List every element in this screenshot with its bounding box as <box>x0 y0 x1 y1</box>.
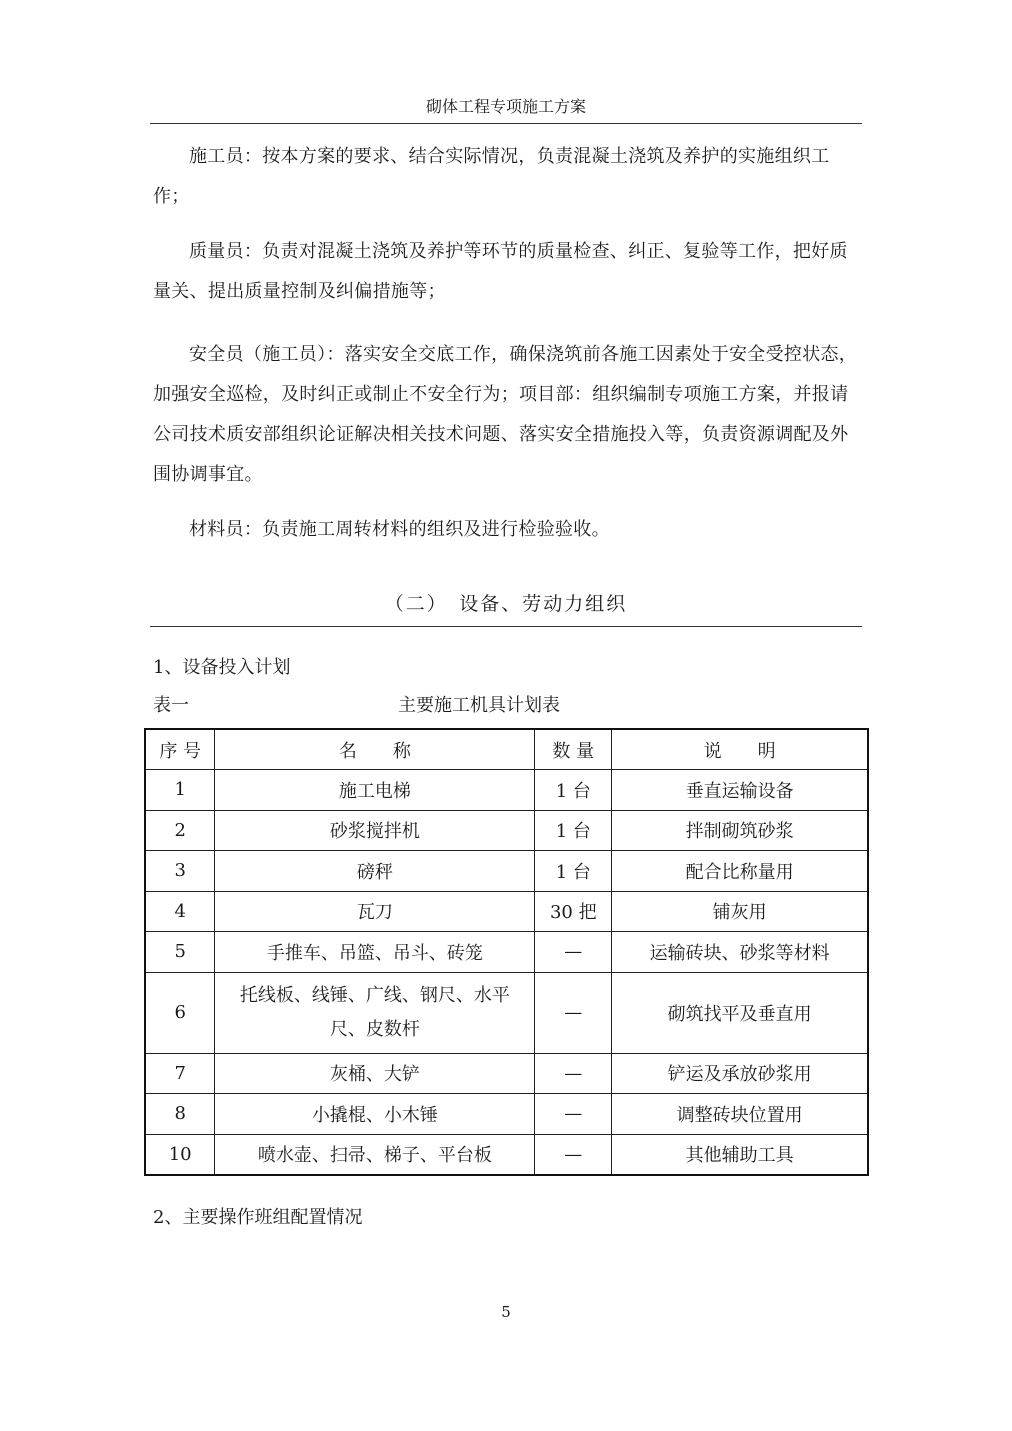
cell-no: 10 <box>145 1134 215 1175</box>
cell-name: 手推车、吊篮、吊斗、砖笼 <box>215 932 535 973</box>
page-number: 5 <box>501 1303 511 1321</box>
cell-desc: 砌筑找平及垂直用 <box>612 972 868 1053</box>
cell-name: 施工电梯 <box>215 770 535 811</box>
paragraph-quality-staff: 质量员：负责对混凝土浇筑及养护等环节的质量检查、纠正、复验等工作，把好质量关、提出质量控制及纠偏措施等； <box>153 241 848 302</box>
cell-no: 5 <box>145 932 215 973</box>
paragraph-construction-staff: 施工员：按本方案的要求、结合实际情况，负责混凝土浇筑及养护的实施组织工作； <box>153 146 830 207</box>
cell-name: 瓦刀 <box>215 891 535 932</box>
table-row <box>145 891 868 932</box>
cell-no: 1 <box>145 770 215 811</box>
section-rule <box>150 626 862 627</box>
paragraph-safety-staff: 安全员（施工员）：落实安全交底工作，确保浇筑前各施工因素处于安全受控状态，加强安全巡检，及时纠正或制止不安全行为；项目部：组织编制专项施工方案，并报请公司技术质安部组织论证解决相关技术问题、落实安全措施投入等，负责资源调配及外围协调事宜。 <box>153 344 858 485</box>
cell-name-line: 托线板、线锤、广线、钢尺、水平 <box>239 984 510 1006</box>
header-qty: 数 量 <box>535 729 612 770</box>
table-caption: 主要施工机具计划表 <box>398 695 560 716</box>
header-desc: 说 明 <box>612 729 868 770</box>
table-label: 表一 <box>153 695 189 716</box>
cell-desc: 配合比称量用 <box>612 851 868 892</box>
subheading-team-configuration: 2、主要操作班组配置情况 <box>153 1207 363 1228</box>
header-no: 序 号 <box>145 729 215 770</box>
cell-qty: — <box>535 972 612 1053</box>
cell-qty: — <box>535 1094 612 1135</box>
table-row <box>145 810 868 851</box>
table-row <box>145 1134 868 1175</box>
cell-desc: 其他辅助工具 <box>612 1134 868 1175</box>
cell-no: 2 <box>145 810 215 851</box>
cell-desc: 拌制砌筑砂浆 <box>612 810 868 851</box>
page-header-title: 砌体工程专项施工方案 <box>425 97 586 116</box>
header-name: 名 称 <box>215 729 535 770</box>
table-row <box>145 770 868 811</box>
cell-no: 4 <box>145 891 215 932</box>
cell-qty: — <box>535 1134 612 1175</box>
table-header-row <box>145 729 868 770</box>
cell-qty: 1 台 <box>535 851 612 892</box>
cell-desc: 运输砖块、砂浆等材料 <box>612 932 868 973</box>
cell-no: 8 <box>145 1094 215 1135</box>
table-row <box>145 851 868 892</box>
cell-name: 磅秤 <box>215 851 535 892</box>
cell-no: 6 <box>145 972 215 1053</box>
cell-name <box>215 972 535 1053</box>
cell-no: 7 <box>145 1053 215 1094</box>
cell-name: 砂浆搅拌机 <box>215 810 535 851</box>
cell-name: 小撬棍、小木锤 <box>215 1094 535 1135</box>
subheading-equipment-plan: 1、设备投入计划 <box>153 657 291 678</box>
section-title: （二） 设备、劳动力组织 <box>384 593 628 615</box>
table-row <box>145 1053 868 1094</box>
paragraph-materials-staff: 材料员：负责施工周转材料的组织及进行检验验收。 <box>189 519 610 540</box>
cell-desc: 铺灰用 <box>612 891 868 932</box>
cell-desc: 调整砖块位置用 <box>612 1094 868 1135</box>
cell-desc: 垂直运输设备 <box>612 770 868 811</box>
cell-no: 3 <box>145 851 215 892</box>
table-row <box>145 932 868 973</box>
cell-qty: — <box>535 932 612 973</box>
cell-desc: 铲运及承放砂浆用 <box>612 1053 868 1094</box>
table-row <box>145 1094 868 1135</box>
table-row <box>145 972 868 1053</box>
cell-name-line: 尺、皮数杆 <box>329 1018 420 1040</box>
cell-name: 灰桶、大铲 <box>215 1053 535 1094</box>
cell-qty: — <box>535 1053 612 1094</box>
cell-qty: 1 台 <box>535 770 612 811</box>
equipment-plan-table <box>144 728 869 1176</box>
cell-qty: 30 把 <box>535 891 612 932</box>
header-rule <box>150 123 862 124</box>
cell-name: 喷水壶、扫帚、梯子、平台板 <box>215 1134 535 1175</box>
cell-qty: 1 台 <box>535 810 612 851</box>
